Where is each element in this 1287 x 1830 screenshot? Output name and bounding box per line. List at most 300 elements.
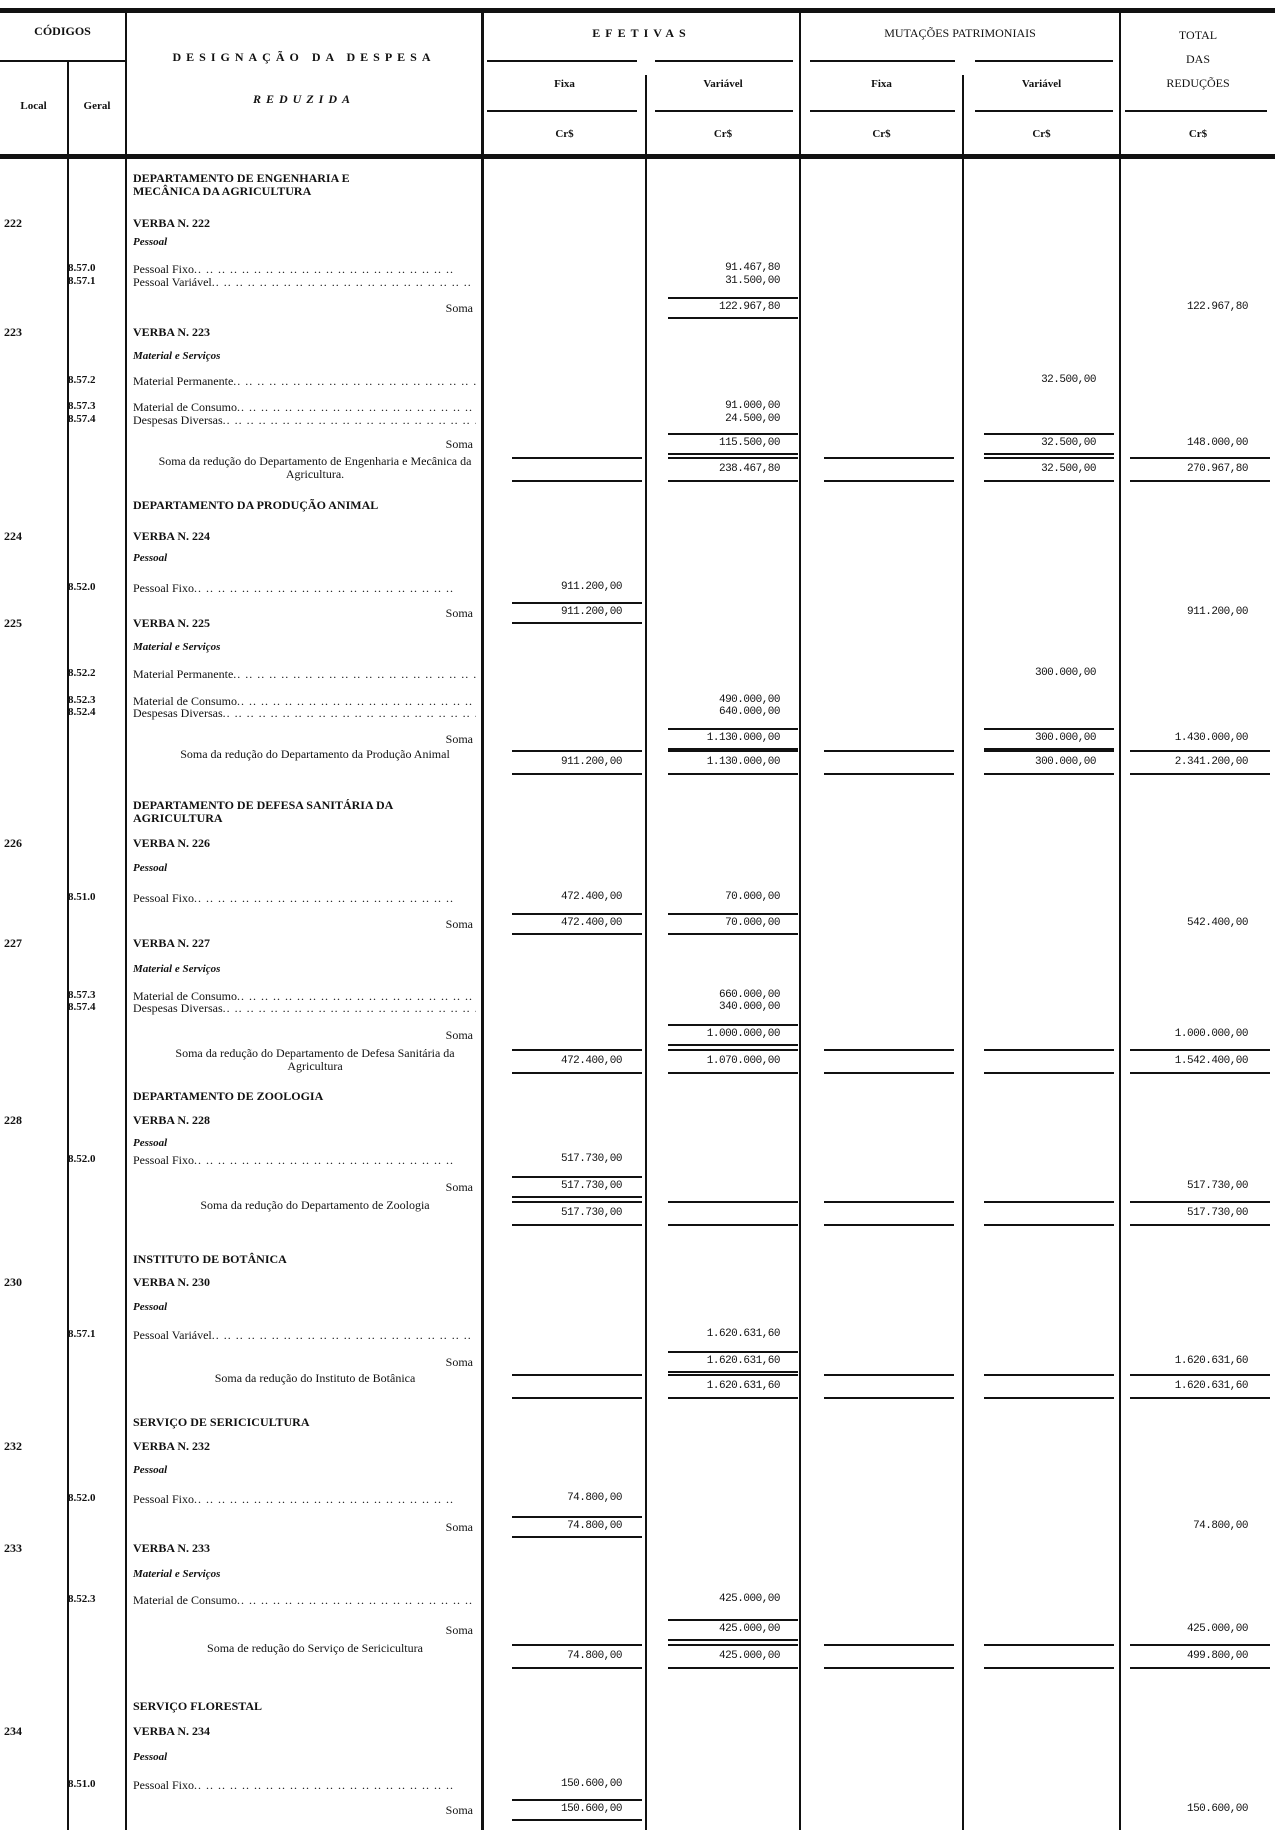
item-label: Material de Consumo [133, 694, 237, 708]
value-total: 150.600,00 [1186, 1803, 1248, 1815]
group-label: Pessoal [133, 862, 168, 874]
value-total: 517.730,00 [1186, 1180, 1248, 1192]
sum-rule [512, 1049, 642, 1051]
sum-rule [512, 773, 642, 775]
sum-rule [1130, 1072, 1270, 1074]
table-row-verba [0, 936, 1287, 952]
sum-rule [1130, 1224, 1270, 1226]
table-row-verba [0, 325, 1287, 341]
table-row-dept [0, 798, 1287, 825]
verba-title: VERBA N. 228 [133, 1113, 211, 1127]
value-ef-fixa: 472.400,00 [560, 891, 622, 903]
verba-title: VERBA N. 227 [133, 936, 211, 950]
subheader-rule [975, 60, 1113, 62]
sum-rule [984, 1072, 1114, 1074]
local-code: 223 [4, 325, 22, 339]
soma-label: Soma [445, 732, 473, 746]
soma-label: Soma [445, 606, 473, 620]
item-label: Despesas Diversas [133, 706, 223, 720]
table-row-item [0, 891, 1287, 907]
table-row-soma [0, 917, 1287, 933]
table-row-item [0, 1778, 1287, 1794]
header-reducoes: REDUÇÕES [1166, 76, 1230, 90]
item-label: Pessoal Fixo [133, 891, 195, 905]
value-ef-fixa: 74.800,00 [567, 1650, 622, 1662]
reducao-label: Soma da redução do Departamento de Zoologia [200, 1198, 430, 1212]
geral-code: 8.57.3 [68, 400, 96, 412]
sum-rule [984, 1667, 1114, 1669]
verba-title: VERBA N. 232 [133, 1439, 211, 1453]
geral-code: 8.52.0 [68, 1153, 96, 1165]
item-description [133, 413, 476, 428]
item-label: Material Permanente [133, 374, 234, 388]
sum-rule [668, 1639, 798, 1641]
sum-rule [1130, 480, 1270, 482]
item-description [133, 891, 476, 906]
geral-code: 8.57.1 [68, 275, 96, 287]
group-label: Material e Serviços [133, 641, 221, 653]
dot-leader [194, 1492, 476, 1507]
item-description [133, 581, 476, 596]
geral-code: 8.52.3 [68, 1593, 96, 1605]
sum-rule [668, 317, 798, 319]
table-row-verba [0, 1439, 1287, 1455]
geral-code: 8.52.0 [68, 581, 96, 593]
table-row-dept [0, 1416, 1287, 1432]
value-ef-fixa: 150.600,00 [560, 1778, 622, 1790]
sum-rule [512, 1667, 642, 1669]
value-ef-var: 425.000,00 [718, 1593, 780, 1605]
sum-rule [668, 1351, 798, 1353]
header-das: DAS [1185, 52, 1210, 66]
value-total: 1.620.631,60 [1174, 1380, 1248, 1392]
value-ef-fixa: 472.400,00 [560, 1055, 622, 1067]
department-title: DEPARTAMENTO DE ENGENHARIA E MECÂNICA DA AGRICULTURA [133, 171, 350, 198]
item-label: Pessoal Fixo [133, 1492, 195, 1506]
value-ef-var: 425.000,00 [718, 1650, 780, 1662]
sum-rule [984, 480, 1114, 482]
verba-title: VERBA N. 230 [133, 1275, 211, 1289]
value-ef-fixa: 911.200,00 [560, 581, 622, 593]
table-row-soma [0, 1803, 1287, 1819]
reducao-label: Soma da redução do Instituto de Botânica [214, 1371, 416, 1385]
dot-leader [223, 706, 476, 721]
dot-leader [194, 1153, 476, 1168]
soma-label: Soma [445, 1028, 473, 1042]
sum-rule [668, 1049, 798, 1051]
sum-rule [824, 773, 954, 775]
sum-rule [668, 913, 798, 915]
sum-rule [512, 1799, 642, 1801]
header-designacao: DESIGNAÇÃO DA DESPESA [172, 50, 436, 64]
table-row-item [0, 1593, 1287, 1609]
table-row-soma [0, 1180, 1287, 1196]
value-total: 1.000.000,00 [1174, 1028, 1248, 1040]
sum-rule [668, 1201, 798, 1203]
sum-rule [512, 1644, 642, 1646]
table-row-item [0, 1153, 1287, 1169]
value-total: 517.730,00 [1186, 1207, 1248, 1219]
group-label: Pessoal [133, 1751, 168, 1763]
value-ef-var: 1.130.000,00 [706, 756, 780, 768]
value-ef-var: 70.000,00 [725, 891, 780, 903]
reducao-label: Soma da redução do Departamento da Produção Animal [180, 747, 450, 761]
table-row-reducao [0, 1641, 1287, 1664]
value-total: 122.967,80 [1186, 301, 1248, 313]
sum-rule [668, 750, 798, 752]
sum-rule [1130, 1644, 1270, 1646]
item-description [133, 667, 476, 682]
local-code: 227 [4, 936, 22, 950]
item-label: Pessoal Fixo [133, 581, 195, 595]
sum-rule [668, 433, 798, 435]
dot-leader [194, 1778, 476, 1793]
sum-rule [512, 1176, 642, 1178]
table-row-group [0, 1751, 1287, 1767]
table-row-group [0, 963, 1287, 979]
item-description [133, 706, 476, 721]
sum-rule [512, 933, 642, 935]
value-total: 1.542.400,00 [1174, 1055, 1248, 1067]
value-mut-var: 300.000,00 [1034, 756, 1096, 768]
subheader-rule [655, 110, 793, 112]
value-ef-var: 1.620.631,60 [706, 1380, 780, 1392]
geral-code: 8.57.4 [68, 413, 96, 425]
dot-leader [194, 891, 476, 906]
subheader-rule [487, 60, 637, 62]
value-ef-var: 31.500,00 [725, 275, 780, 287]
item-description [133, 1492, 476, 1507]
item-label: Material de Consumo [133, 400, 237, 414]
table-row-group [0, 641, 1287, 657]
sum-rule [668, 773, 798, 775]
table-row-soma [0, 1355, 1287, 1371]
soma-label: Soma [445, 437, 473, 451]
verba-title: VERBA N. 226 [133, 836, 211, 850]
sum-rule [984, 433, 1114, 435]
sum-rule [824, 1049, 954, 1051]
header-mutacoes-fixa: Fixa [871, 78, 892, 90]
sum-rule [824, 1201, 954, 1203]
geral-code: 8.51.0 [68, 1778, 96, 1790]
sum-rule [984, 1224, 1114, 1226]
value-total: 911.200,00 [1186, 606, 1248, 618]
reducao-label: Soma da redução do Departamento de Engenharia e Mecânica da Agricultura. [158, 454, 472, 481]
sum-rule [824, 1667, 954, 1669]
sum-rule [824, 457, 954, 459]
table-row-soma [0, 437, 1287, 453]
sum-rule [1130, 457, 1270, 459]
table-row-reducao [0, 1198, 1287, 1221]
verba-title: VERBA N. 223 [133, 325, 211, 339]
value-ef-var: 238.467,80 [718, 463, 780, 475]
table-row-item [0, 1001, 1287, 1017]
table-row-dept [0, 1090, 1287, 1106]
item-label: Pessoal Fixo [133, 1778, 195, 1792]
table-row-soma [0, 301, 1287, 317]
department-title: DEPARTAMENTO DA PRODUÇÃO ANIMAL [133, 498, 379, 512]
item-label: Despesas Diversas [133, 1001, 223, 1015]
sum-rule [668, 1044, 798, 1046]
item-description [133, 374, 476, 389]
header-efetivas-variavel: Variável [703, 78, 743, 90]
table-row-reducao [0, 454, 1287, 481]
dot-leader [233, 374, 476, 389]
geral-code: 8.51.0 [68, 891, 96, 903]
geral-code: 8.57.4 [68, 1001, 96, 1013]
table-row-item [0, 275, 1287, 291]
table-row-verba [0, 616, 1287, 632]
geral-code: 8.57.0 [68, 262, 96, 274]
local-code: 226 [4, 836, 22, 850]
item-label: Material de Consumo [133, 1593, 237, 1607]
table-row-item [0, 413, 1287, 429]
subheader-rule [810, 60, 955, 62]
value-total: 425.000,00 [1186, 1623, 1248, 1635]
subheader-rule [487, 110, 637, 112]
value-mut-var: 32.500,00 [1041, 463, 1096, 475]
local-code: 222 [4, 216, 22, 230]
value-ef-fixa: 74.800,00 [567, 1492, 622, 1504]
sum-rule [984, 773, 1114, 775]
verba-title: VERBA N. 234 [133, 1724, 211, 1738]
item-label: Pessoal Fixo [133, 262, 195, 276]
value-ef-fixa: 517.730,00 [560, 1207, 622, 1219]
sum-rule [512, 480, 642, 482]
table-row-item [0, 1328, 1287, 1344]
sum-rule [1130, 750, 1270, 752]
table-row-group [0, 236, 1287, 252]
sum-rule [668, 457, 798, 459]
table-row-verba [0, 1724, 1287, 1740]
value-ef-fixa: 74.800,00 [567, 1520, 622, 1532]
sum-rule [1130, 1667, 1270, 1669]
group-label: Material e Serviços [133, 963, 221, 975]
value-ef-var: 24.500,00 [725, 413, 780, 425]
sum-rule [668, 933, 798, 935]
table-row-soma [0, 1028, 1287, 1044]
table-row-item [0, 374, 1287, 390]
header-efetivas-fixa: Fixa [554, 78, 575, 90]
dot-leader [212, 1328, 476, 1343]
soma-label: Soma [445, 1355, 473, 1369]
item-label: Despesas Diversas [133, 413, 223, 427]
table-row-group [0, 1301, 1287, 1317]
table-row-dept [0, 1700, 1287, 1716]
item-label: Pessoal Variável [133, 275, 212, 289]
item-label: Material de Consumo [133, 989, 237, 1003]
header-codigos: CÓDIGOS [34, 24, 91, 38]
header-efetivas: EFETIVAS [592, 26, 691, 40]
subheader-rule [655, 60, 793, 62]
sum-rule [668, 1072, 798, 1074]
local-code: 230 [4, 1275, 22, 1289]
value-ef-var: 1.130.000,00 [706, 732, 780, 744]
value-ef-fixa: 911.200,00 [560, 606, 622, 618]
value-ef-var: 340.000,00 [718, 1001, 780, 1013]
sum-rule [512, 1201, 642, 1203]
item-description [133, 1001, 476, 1016]
subheader-rule [1125, 110, 1267, 112]
value-ef-var: 490.000,00 [718, 694, 780, 706]
value-ef-var: 1.000.000,00 [706, 1028, 780, 1040]
table-row-soma [0, 732, 1287, 748]
subheader-rule [975, 110, 1113, 112]
value-mut-var: 32.500,00 [1041, 374, 1096, 386]
sum-rule [668, 1619, 798, 1621]
sum-rule [512, 602, 642, 604]
value-ef-fixa: 911.200,00 [560, 756, 622, 768]
sum-rule [668, 480, 798, 482]
item-label: Material Permanente [133, 667, 234, 681]
table-row-item [0, 706, 1287, 722]
geral-code: 8.52.3 [68, 694, 96, 706]
header-mutacoes: MUTAÇÕES PATRIMONIAIS [884, 26, 1036, 40]
sum-rule [824, 1644, 954, 1646]
header-geral: Geral [83, 100, 111, 112]
value-ef-var: 1.620.631,60 [706, 1328, 780, 1340]
verba-title: VERBA N. 222 [133, 216, 211, 230]
value-ef-var: 660.000,00 [718, 989, 780, 1001]
department-title: DEPARTAMENTO DE DEFESA SANITÁRIA DA AGRICULTURA [133, 798, 393, 825]
geral-code: 8.52.2 [68, 667, 96, 679]
value-ef-var: 115.500,00 [718, 437, 780, 449]
item-description [133, 1328, 476, 1343]
local-code: 228 [4, 1113, 22, 1127]
group-label: Pessoal [133, 552, 168, 564]
sum-rule [668, 1024, 798, 1026]
sum-rule [512, 1224, 642, 1226]
value-ef-fixa: 472.400,00 [560, 917, 622, 929]
group-label: Material e Serviços [133, 350, 221, 362]
table-row-group [0, 350, 1287, 366]
group-label: Pessoal [133, 236, 168, 248]
table-row-verba [0, 529, 1287, 545]
value-mut-var: 32.500,00 [1041, 437, 1096, 449]
codigos-rule [0, 60, 125, 62]
header-local: Local [20, 100, 47, 112]
sum-rule [824, 750, 954, 752]
value-ef-var: 91.000,00 [725, 400, 780, 412]
table-row-reducao [0, 1371, 1287, 1394]
table-row-group [0, 552, 1287, 568]
value-total: 2.341.200,00 [1174, 756, 1248, 768]
sum-rule [512, 1819, 642, 1821]
currency-label: Cr$ [1188, 128, 1208, 140]
value-ef-var: 122.967,80 [718, 301, 780, 313]
sum-rule [1130, 773, 1270, 775]
sum-rule [984, 1644, 1114, 1646]
value-ef-var: 1.620.631,60 [706, 1355, 780, 1367]
soma-label: Soma [445, 1803, 473, 1817]
table-row-dept [0, 499, 1287, 515]
department-title: DEPARTAMENTO DE ZOOLOGIA [133, 1089, 324, 1103]
soma-label: Soma [445, 917, 473, 931]
group-label: Pessoal [133, 1137, 168, 1149]
sum-rule [824, 1374, 954, 1376]
geral-code: 8.52.0 [68, 1492, 96, 1504]
header-mutacoes-variavel: Variável [1021, 78, 1062, 90]
sum-rule [512, 913, 642, 915]
verba-title: VERBA N. 225 [133, 616, 211, 630]
sum-rule [984, 1049, 1114, 1051]
sum-rule [512, 750, 642, 752]
sum-rule [668, 453, 798, 455]
table-row-soma [0, 1520, 1287, 1536]
sum-rule [512, 1196, 642, 1198]
value-total: 1.620.631,60 [1174, 1355, 1248, 1367]
table-row-group [0, 1137, 1287, 1153]
geral-code: 8.52.4 [68, 706, 96, 718]
soma-label: Soma [445, 1180, 473, 1194]
item-description [133, 1778, 476, 1793]
value-total: 1.430.000,00 [1174, 732, 1248, 744]
sum-rule [824, 480, 954, 482]
sum-rule [512, 1516, 642, 1518]
sum-rule [512, 1374, 642, 1376]
currency-label: Cr$ [872, 128, 891, 140]
group-label: Pessoal [133, 1464, 168, 1476]
value-ef-var: 640.000,00 [718, 706, 780, 718]
sum-rule [512, 457, 642, 459]
table-row-item [0, 1492, 1287, 1508]
dot-leader [194, 581, 476, 596]
value-ef-var: 70.000,00 [725, 917, 780, 929]
dot-leader [223, 1001, 476, 1016]
verba-title: VERBA N. 224 [133, 529, 211, 543]
department-title: SERVIÇO FLORESTAL [133, 1699, 263, 1713]
value-total: 74.800,00 [1193, 1520, 1248, 1532]
currency-label: Cr$ [555, 128, 574, 140]
table-row-verba [0, 836, 1287, 852]
sum-rule [1130, 1201, 1270, 1203]
geral-code: 8.57.3 [68, 989, 96, 1001]
verba-title: VERBA N. 233 [133, 1541, 211, 1555]
value-ef-fixa: 517.730,00 [560, 1180, 622, 1192]
table-row-soma [0, 1623, 1287, 1639]
subheader-rule [810, 110, 955, 112]
table-row-verba [0, 216, 1287, 232]
reducao-label: Soma de redução do Serviço de Sericicultura [207, 1641, 423, 1655]
item-description [133, 275, 476, 290]
item-label: Pessoal Fixo [133, 1153, 195, 1167]
reducao-label: Soma da redução do Departamento de Defesa Sanitária da Agricultura [175, 1046, 455, 1073]
sum-rule [984, 1201, 1114, 1203]
geral-code: 8.57.1 [68, 1328, 96, 1340]
table-row-reducao [0, 1046, 1287, 1073]
dot-leader [223, 413, 476, 428]
value-total: 542.400,00 [1186, 917, 1248, 929]
value-ef-var: 91.467,80 [725, 262, 780, 274]
sum-rule [984, 457, 1114, 459]
department-title: INSTITUTO DE BOTÂNICA [133, 1252, 287, 1266]
geral-code: 8.57.2 [68, 374, 96, 386]
dot-leader [237, 1593, 476, 1608]
table-row-reducao [0, 747, 1287, 770]
sum-rule [512, 1536, 642, 1538]
local-code: 224 [4, 529, 22, 543]
table-row-group [0, 1464, 1287, 1480]
sum-rule [512, 1072, 642, 1074]
table-row-dept [0, 171, 1287, 198]
local-code: 234 [4, 1724, 22, 1738]
table-row-verba [0, 1113, 1287, 1129]
table-row-group [0, 1568, 1287, 1584]
table-row-item [0, 581, 1287, 597]
header-bottom-rule [0, 154, 1275, 159]
header-total: TOTAL [1178, 28, 1218, 42]
sum-rule [984, 453, 1114, 455]
